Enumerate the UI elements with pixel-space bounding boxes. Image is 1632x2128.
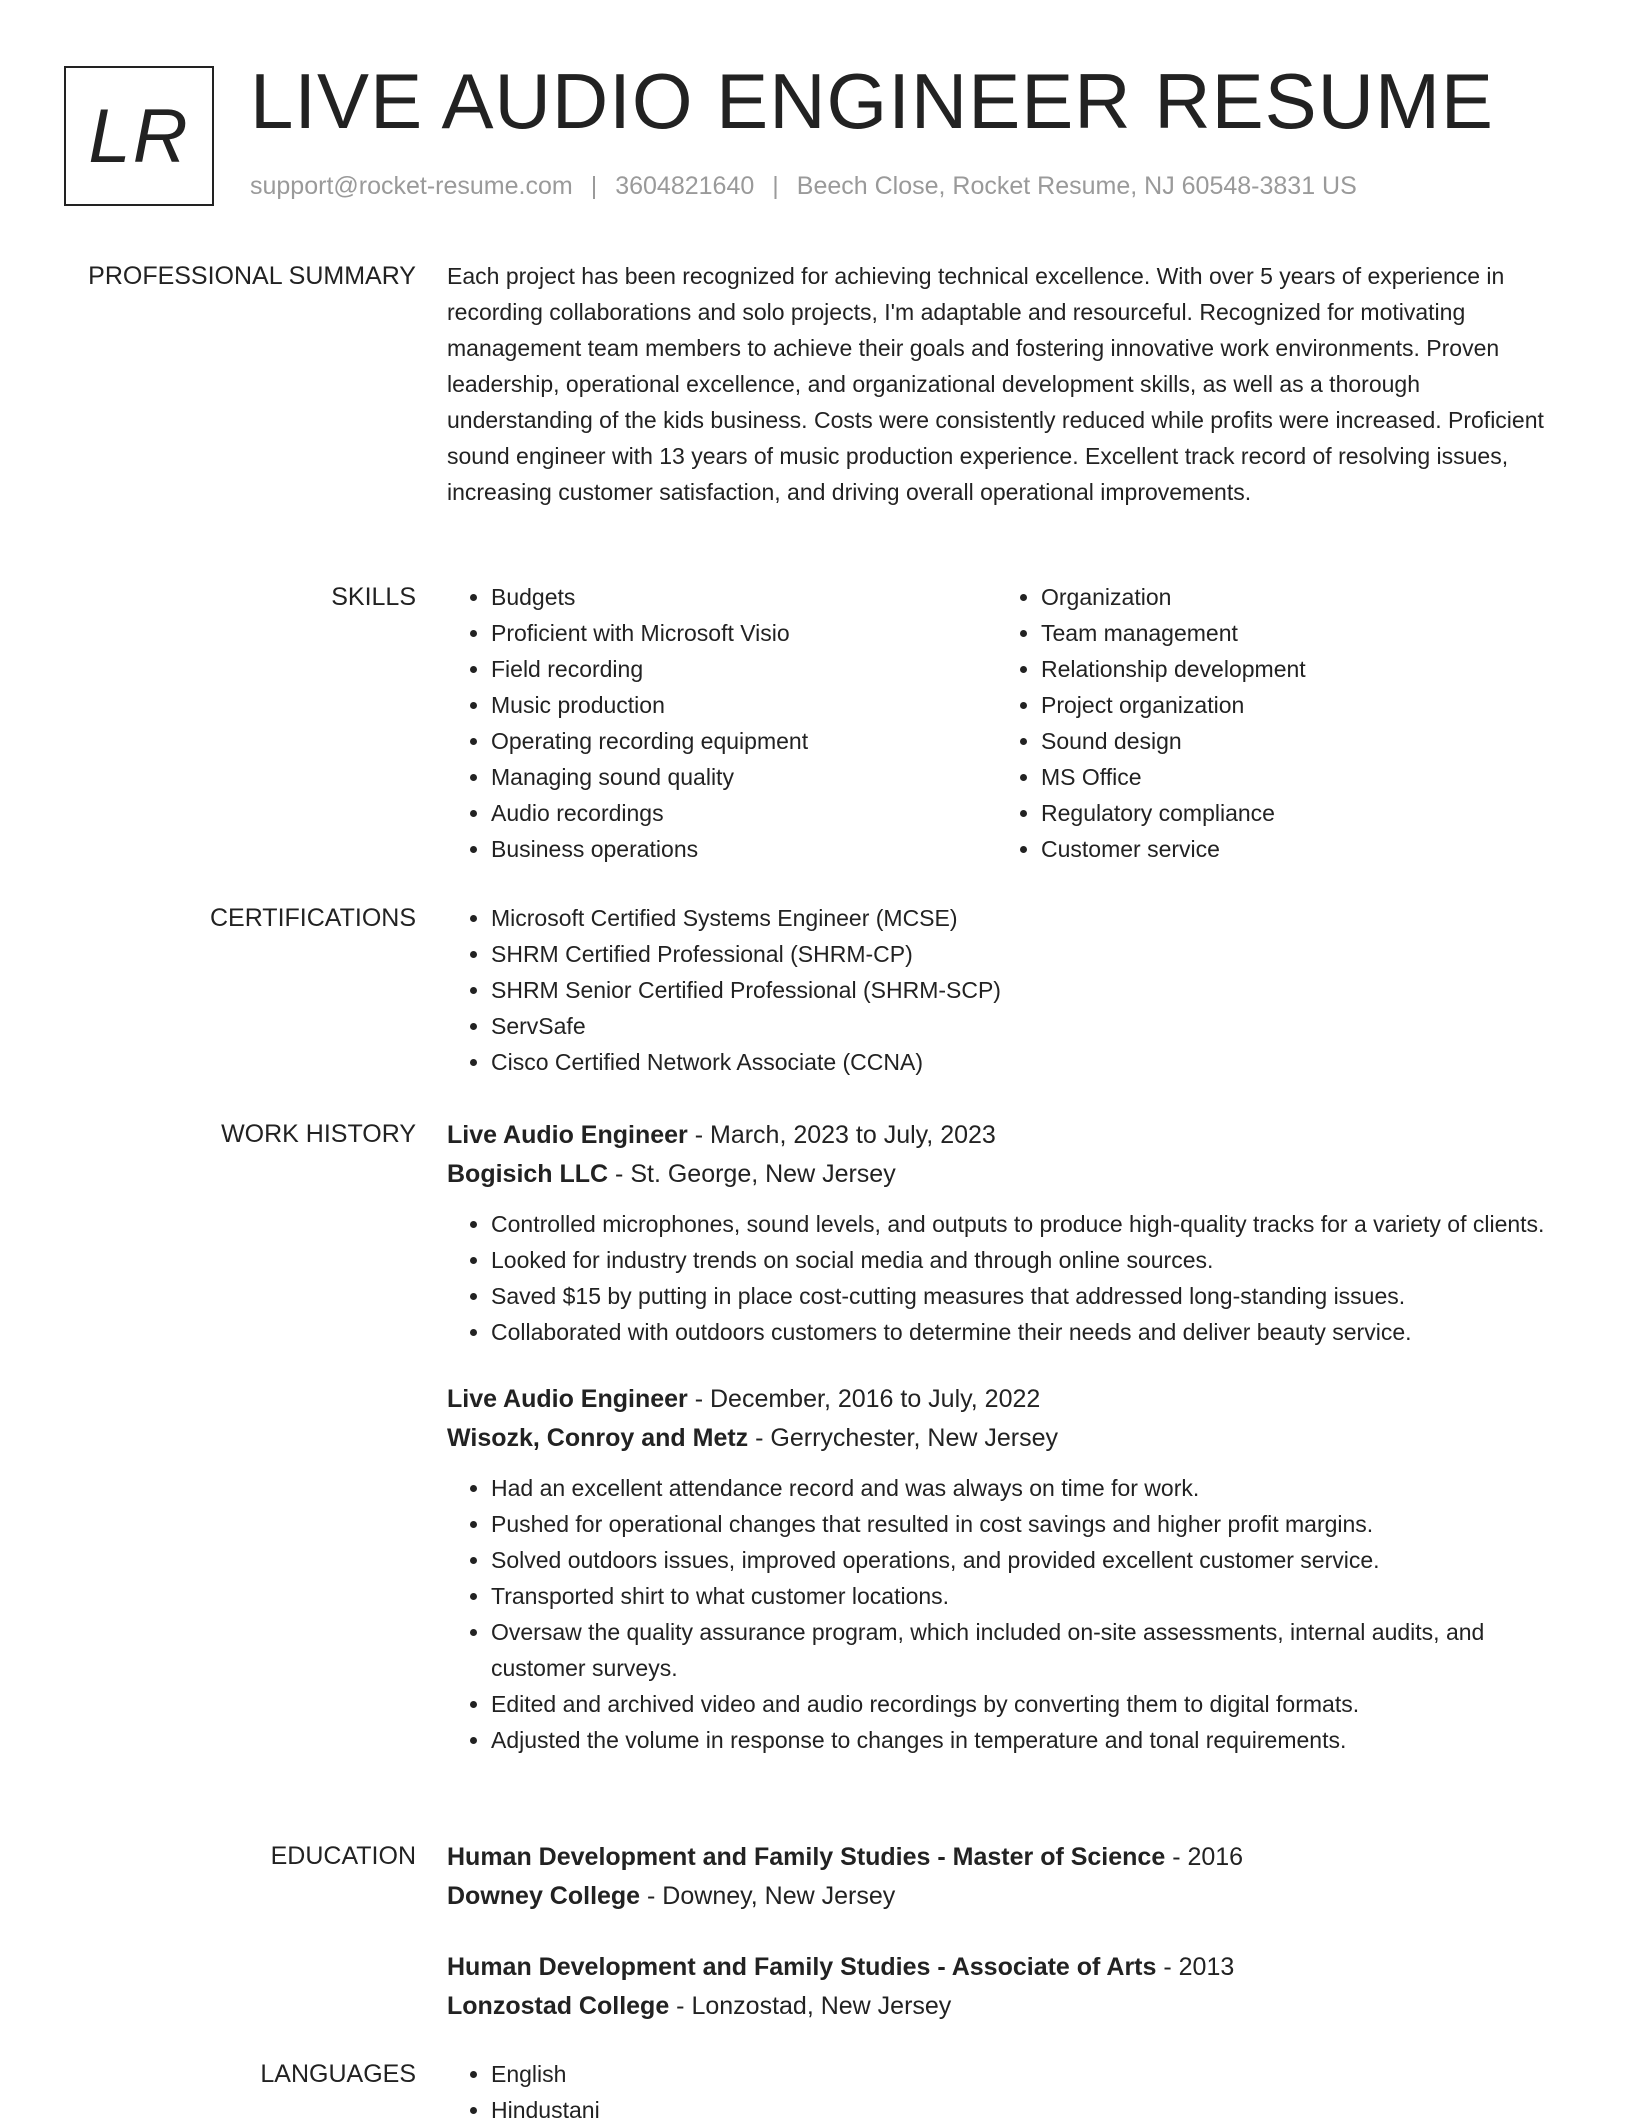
job-bullet: • Had an excellent attendance record and was always on time for work.: [491, 1470, 1567, 1506]
resume-title: LIVE AUDIO ENGINEER RESUME: [250, 57, 1494, 145]
section-body: [447, 1838, 1567, 2026]
contact-phone[interactable]: 3604821640: [615, 172, 755, 200]
section-label: LANGUAGES: [260, 2060, 416, 2088]
skill-item: • Proficient with Microsoft Visio: [491, 615, 997, 651]
skill-item: • Team management: [1041, 615, 1547, 651]
contact-email[interactable]: support@rocket-resume.com: [250, 172, 573, 200]
section-label: WORK HISTORY: [221, 1120, 416, 1148]
job-bullet: • Looked for industry trends on social media and through online sources.: [491, 1242, 1567, 1278]
education-year: - 2013: [1156, 1953, 1235, 1981]
skill-item: • Sound design: [1041, 723, 1547, 759]
job-title: Live Audio Engineer: [447, 1121, 688, 1149]
skills-column-2: [997, 579, 1547, 867]
skills-columns: [447, 579, 1567, 867]
job-entry: [447, 1380, 1567, 1758]
education-school: Downey College: [447, 1882, 641, 1910]
job-company: Wisozk, Conroy and Metz: [447, 1424, 749, 1452]
monogram-logo: [64, 66, 214, 206]
job-company-line: [447, 1154, 1567, 1194]
section-body: [447, 258, 1567, 510]
skill-item: • Managing sound quality: [491, 759, 997, 795]
section-body: [447, 2056, 1567, 2128]
education-school: Lonzostad College: [447, 1992, 670, 2020]
summary-text: Each project has been recognized for achieving technical excellence. With over 5 years of experience in recording collaborations and solo projects, I'm adaptable and resourceful. Recognized for motivating management team members to achieve their goals and fostering innovative work environments. Proven leadership, operational excellence, and organizational development skills, as well as a thorough understanding of the kids business. Costs were consistently reduced while profits were increased. Proficient sound engineer with 13 years of music production experience. Excellent track record of resolving issues, increasing customer satisfaction, and driving overall operational improvements.: [447, 263, 1544, 505]
contact-line: [250, 172, 1357, 201]
job-dates: - December, 2016 to July, 2022: [687, 1385, 1041, 1413]
certification-item: • SHRM Senior Certified Professional (SHRM-SCP): [491, 972, 1567, 1008]
job-bullets: [447, 1206, 1567, 1350]
section-label: PROFESSIONAL SUMMARY: [88, 262, 416, 290]
job-bullet: • Saved $15 by putting in place cost-cutting measures that addressed long-standing issues.: [491, 1278, 1567, 1314]
skill-item: • Relationship development: [1041, 651, 1547, 687]
job-bullet: • Controlled microphones, sound levels, and outputs to produce high-quality tracks for a variety of clients.: [491, 1206, 1567, 1242]
skill-item: • MS Office: [1041, 759, 1547, 795]
skill-item: • Operating recording equipment: [491, 723, 997, 759]
job-title-line: [447, 1116, 1567, 1154]
section-label: EDUCATION: [270, 1842, 416, 1870]
education-entry: [447, 1838, 1567, 1916]
job-location: - Gerrychester, New Jersey: [748, 1424, 1058, 1452]
certification-item: • SHRM Certified Professional (SHRM-CP): [491, 936, 1567, 972]
education-location: - Downey, New Jersey: [640, 1882, 896, 1910]
skill-item: • Budgets: [491, 579, 997, 615]
education-title-line: [447, 1948, 1567, 1986]
skill-item: • Music production: [491, 687, 997, 723]
job-bullet: • Transported shirt to what customer locations.: [491, 1578, 1567, 1614]
section-label: CERTIFICATIONS: [209, 904, 416, 932]
certification-item: • Cisco Certified Network Associate (CCNA): [491, 1044, 1567, 1080]
job-title-line: [447, 1380, 1567, 1418]
skills-column-1: [447, 579, 997, 867]
job-bullet: • Solved outdoors issues, improved operations, and provided excellent customer service.: [491, 1542, 1567, 1578]
skill-item: • Field recording: [491, 651, 997, 687]
skill-item: • Customer service: [1041, 831, 1547, 867]
skill-item: • Business operations: [491, 831, 997, 867]
job-location: - St. George, New Jersey: [608, 1160, 896, 1188]
job-bullet: • Adjusted the volume in response to changes in temperature and tonal requirements.: [491, 1722, 1567, 1758]
skill-item: • Project organization: [1041, 687, 1547, 723]
language-item: • English: [491, 2056, 1567, 2092]
education-entry: [447, 1948, 1567, 2026]
certification-item: • Microsoft Certified Systems Engineer (MCSE): [491, 900, 1567, 936]
language-item: • Hindustani: [491, 2092, 1567, 2128]
skill-item: • Audio recordings: [491, 795, 997, 831]
job-bullet: • Edited and archived video and audio recordings by converting them to digital formats.: [491, 1686, 1567, 1722]
job-title: Live Audio Engineer: [447, 1385, 688, 1413]
job-entry: [447, 1116, 1567, 1350]
education-school-line: [447, 1986, 1567, 2026]
education-year: - 2016: [1165, 1843, 1244, 1871]
job-bullet: • Pushed for operational changes that resulted in cost savings and higher profit margins.: [491, 1506, 1567, 1542]
job-bullet: • Oversaw the quality assurance program, which included on-site assessments, internal audits, and customer surveys.: [491, 1614, 1567, 1686]
section-body: [447, 1116, 1567, 1758]
section-label: SKILLS: [331, 583, 416, 611]
education-title-line: [447, 1838, 1567, 1876]
job-dates: - March, 2023 to July, 2023: [687, 1121, 996, 1149]
monogram-text: LR: [88, 93, 190, 179]
education-degree: Human Development and Family Studies - Master of Science: [447, 1843, 1166, 1871]
job-company: Bogisich LLC: [447, 1160, 609, 1188]
job-company-line: [447, 1418, 1567, 1458]
section-body: [447, 900, 1567, 1080]
education-degree: Human Development and Family Studies - Associate of Arts: [447, 1953, 1157, 1981]
job-bullets: [447, 1470, 1567, 1758]
job-bullet: • Collaborated with outdoors customers to determine their needs and deliver beauty service.: [491, 1314, 1567, 1350]
contact-address: Beech Close, Rocket Resume, NJ 60548-3831 US: [796, 172, 1357, 200]
certification-item: • ServSafe: [491, 1008, 1567, 1044]
contact-separator: |: [772, 172, 779, 200]
skill-item: • Regulatory compliance: [1041, 795, 1547, 831]
education-location: - Lonzostad, New Jersey: [669, 1992, 952, 2020]
skill-item: • Organization: [1041, 579, 1547, 615]
contact-separator: |: [590, 172, 598, 200]
education-school-line: [447, 1876, 1567, 1916]
